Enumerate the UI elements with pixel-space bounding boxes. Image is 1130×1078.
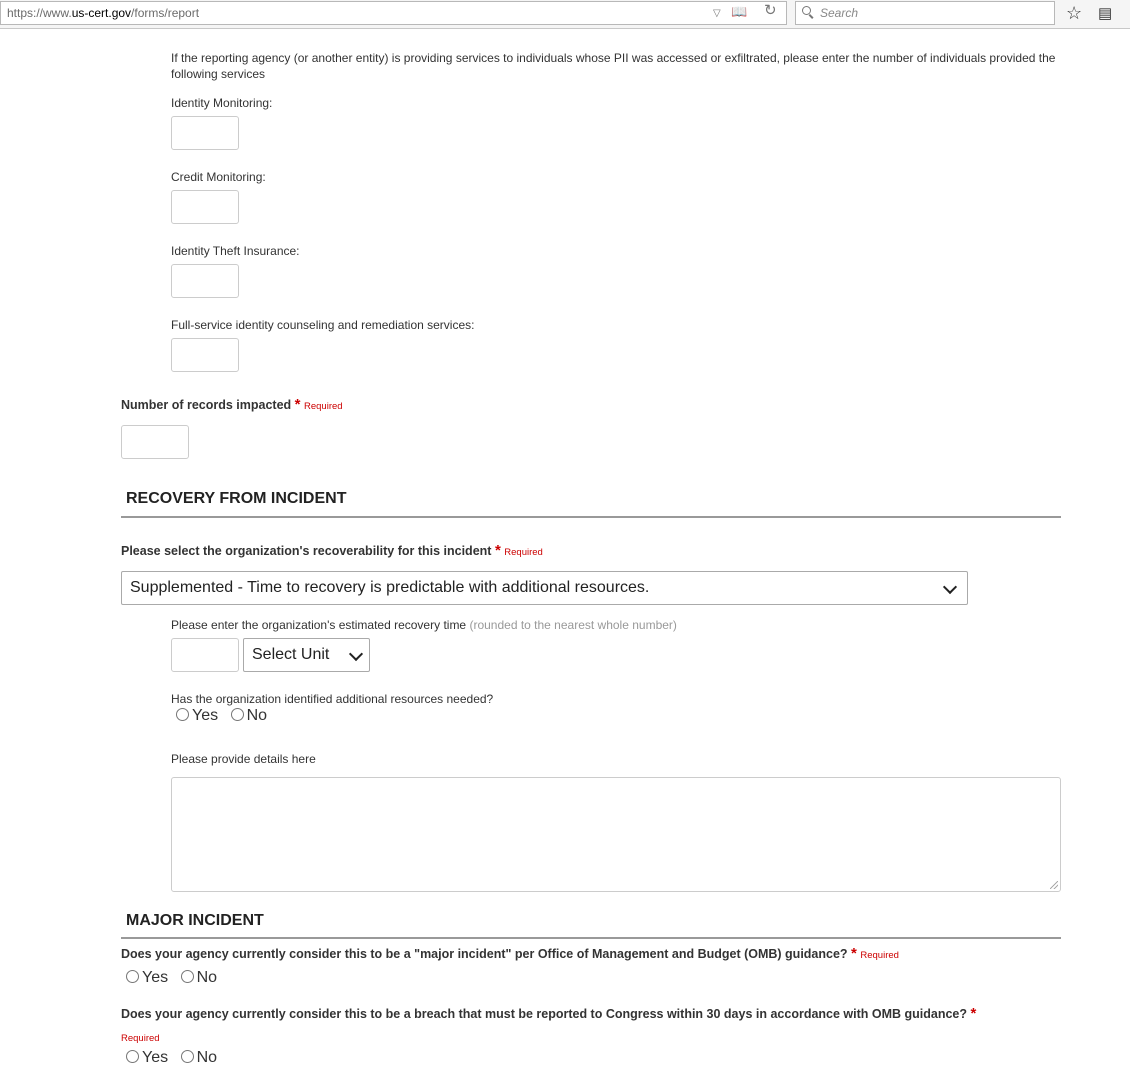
full-service-input[interactable]	[171, 338, 239, 372]
congress-yes-label[interactable]: Yes	[142, 1049, 169, 1066]
recoverability-text: Please select the organization's recoverability for this incident	[121, 544, 492, 558]
recovery-heading: RECOVERY FROM INCIDENT	[126, 490, 347, 507]
congress-no-option[interactable]	[181, 1049, 217, 1066]
records-impacted-text: Number of records impacted	[121, 398, 292, 412]
recovery-divider	[121, 516, 1061, 518]
congress-breach-question-text: Does your agency currently consider this to be a breach that must be reported to Congress within 30 days in accordance with OMB guidance?	[121, 1007, 968, 1021]
search-icon	[802, 6, 811, 15]
major-incident-question	[121, 946, 899, 964]
reader-view-icon[interactable]: 📖	[731, 4, 748, 19]
recovery-unit-value: Select Unit	[252, 646, 330, 663]
major-no-option[interactable]	[181, 969, 217, 986]
bookmark-star-icon[interactable]: ☆	[1066, 3, 1083, 23]
recoverability-select[interactable]	[121, 571, 968, 605]
search-placeholder: Search	[820, 6, 859, 20]
browser-toolbar	[0, 0, 1130, 29]
records-impacted-input[interactable]	[121, 425, 189, 459]
details-textarea[interactable]	[171, 777, 1061, 892]
major-yes-option[interactable]	[126, 969, 168, 986]
resources-yes-label[interactable]: Yes	[192, 707, 219, 724]
major-incident-divider	[121, 937, 1061, 939]
radio-yes[interactable]	[176, 708, 189, 721]
resources-no-option[interactable]	[231, 707, 267, 724]
identity-theft-insurance-input[interactable]	[171, 264, 239, 298]
required-text: Required	[504, 547, 543, 558]
congress-yes-option[interactable]	[126, 1049, 168, 1066]
recoverability-value: Supplemented - Time to recovery is predictable with additional resources.	[130, 579, 650, 596]
resources-yes-option[interactable]	[176, 707, 218, 724]
major-incident-heading: MAJOR INCIDENT	[126, 912, 264, 929]
radio-yes[interactable]	[126, 1050, 139, 1063]
chevron-down-icon	[943, 580, 957, 594]
congress-breach-question	[121, 1006, 976, 1022]
credit-monitoring-input[interactable]	[171, 190, 239, 224]
records-impacted-label	[121, 397, 343, 415]
congress-no-label[interactable]: No	[196, 1049, 218, 1066]
recoverability-label	[121, 543, 543, 561]
address-bar[interactable]	[0, 1, 787, 25]
identity-monitoring-label: Identity Monitoring:	[171, 96, 273, 110]
required-text: Required	[304, 401, 343, 412]
full-service-label: Full-service identity counseling and remediation services:	[171, 318, 475, 332]
required-star: *	[494, 542, 501, 559]
major-no-label[interactable]: No	[196, 969, 218, 986]
required-text: Required	[121, 1033, 160, 1044]
chevron-down-icon	[349, 647, 363, 661]
radio-no[interactable]	[181, 970, 194, 983]
recovery-time-label	[171, 617, 677, 633]
recovery-time-input[interactable]	[171, 638, 239, 672]
resize-handle-icon[interactable]	[1050, 881, 1058, 889]
required-star: *	[851, 945, 857, 962]
recovery-unit-select[interactable]	[243, 638, 370, 672]
recovery-time-hint: (rounded to the nearest whole number)	[469, 618, 677, 632]
search-input[interactable]	[795, 1, 1055, 25]
required-star: *	[970, 1005, 977, 1022]
identity-monitoring-input[interactable]	[171, 116, 239, 150]
congress-breach-radio-group	[126, 1049, 217, 1067]
dropdown-arrow-icon[interactable]: ▽	[713, 8, 721, 19]
reading-list-icon[interactable]: ▤	[1098, 5, 1113, 22]
additional-resources-label: Has the organization identified additional resources needed?	[171, 692, 494, 706]
credit-monitoring-label: Credit Monitoring:	[171, 170, 266, 184]
required-text: Required	[860, 950, 899, 961]
url-path: /forms/report	[131, 6, 200, 20]
radio-yes[interactable]	[126, 970, 139, 983]
url-prefix: https://www.	[7, 6, 72, 20]
recovery-time-text: Please enter the organization's estimated recovery time	[171, 618, 467, 632]
pii-services-intro: If the reporting agency (or another entity) is providing services to individuals whose PII was accessed or exfiltrated, please enter the number of individuals provided the following services	[171, 51, 1056, 81]
major-incident-question-text: Does your agency currently consider this to be a "major incident" per Office of Management and Budget (OMB) guidance?	[121, 947, 848, 961]
identity-theft-insurance-label: Identity Theft Insurance:	[171, 244, 300, 258]
radio-no[interactable]	[181, 1050, 194, 1063]
url-domain: us-cert.gov	[71, 6, 132, 20]
required-star: *	[294, 396, 301, 413]
details-label: Please provide details here	[171, 752, 316, 766]
resources-no-label[interactable]: No	[246, 707, 268, 724]
additional-resources-radio-group	[176, 707, 267, 725]
major-incident-radio-group	[126, 969, 217, 987]
radio-no[interactable]	[231, 708, 244, 721]
major-yes-label[interactable]: Yes	[142, 969, 169, 986]
reload-icon[interactable]: ↻	[764, 2, 777, 19]
